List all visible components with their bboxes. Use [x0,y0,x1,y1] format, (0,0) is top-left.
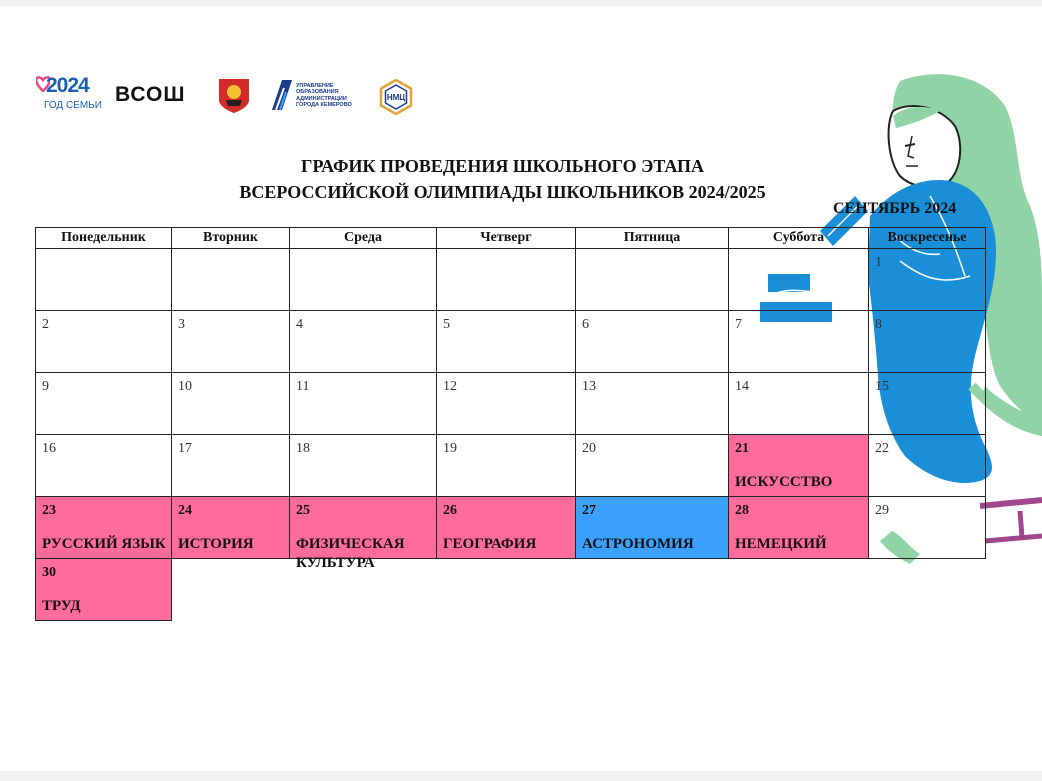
calendar-day-cell [36,311,172,373]
day-number: 12 [443,379,457,394]
day-number: 3 [178,317,185,332]
calendar-day-cell [172,311,290,373]
education-department-logo [270,76,365,114]
calendar-event-cell [729,435,869,497]
weekday-header: Суббота [729,228,869,249]
calendar-empty-space [290,559,437,621]
vsosh-logo: ВСОШ [115,83,186,106]
calendar-day-cell [437,249,576,311]
logo-text-line: АДМИНИСТРАЦИИ [296,95,347,102]
calendar-week-row [36,249,986,311]
calendar-day-cell [869,435,986,497]
day-number: 1 [875,255,882,270]
day-number: 17 [178,441,192,456]
month-label: СЕНТЯБРЬ 2024 [833,200,957,217]
calendar-day-cell [172,435,290,497]
weekday-header: Пятница [576,228,729,249]
calendar-event-cell [290,497,437,571]
olympiad-subject: ГЕОГРАФИЯ [443,536,537,552]
department-emblem-icon [270,76,294,112]
weekday-header-row [36,228,986,249]
day-number: 7 [735,317,742,332]
day-number: 10 [178,379,192,394]
day-number: 14 [735,379,749,394]
calendar-empty-space [172,559,290,621]
calendar-event-cell [729,497,869,559]
calendar-day-cell [729,249,869,311]
day-number: 24 [178,503,192,518]
calendar-day-cell [576,373,729,435]
day-number: 5 [443,317,450,332]
logo-text-line: ОБРАЗОВАНИЯ [296,89,339,96]
title-line-1: ГРАФИК ПРОВЕДЕНИЯ ШКОЛЬНОГО ЭТАПА [301,156,704,176]
calendar-day-cell [869,373,986,435]
calendar-day-cell [437,311,576,373]
svg-text:НМЦ: НМЦ [386,93,406,102]
calendar-day-cell [437,373,576,435]
calendar-empty-space [437,559,576,621]
calendar-day-cell [869,311,986,373]
weekday-header: Вторник [172,228,290,249]
calendar-week-row [36,497,986,559]
olympiad-subject: РУССКИЙ ЯЗЫК [42,536,166,552]
calendar-day-cell [36,373,172,435]
day-number: 28 [735,503,749,518]
calendar-day-cell [576,311,729,373]
calendar-day-cell [36,435,172,497]
day-number: 21 [735,441,749,456]
day-number: 8 [875,317,882,332]
calendar-day-cell [437,435,576,497]
logo-text-line: УПРАВЛЕНИЕ [296,83,334,89]
logo-text-line: ГОРОДА КЕМЕРОВО [296,102,352,109]
calendar-day-cell [729,373,869,435]
title-line-2: ВСЕРОССИЙСКОЙ ОЛИМПИАДЫ ШКОЛЬНИКОВ 2024/2025 [239,182,766,202]
logo-year: 2024 [46,74,89,97]
day-number: 19 [443,441,457,456]
weekday-header: Четверг [437,228,576,249]
olympiad-subject: НЕМЕЦКИЙ [735,536,827,552]
day-number: 27 [582,503,596,518]
calendar-empty-space [729,559,869,621]
calendar-week-row [36,373,986,435]
weekday-header: Среда [290,228,437,249]
day-number: 13 [582,379,596,394]
calendar-event-cell [437,497,576,559]
day-number: 29 [875,503,889,518]
day-number: 25 [296,503,310,518]
year-of-family-logo [36,74,102,118]
olympiad-subject: ТРУД [42,598,81,614]
day-number: 15 [875,379,889,394]
weekday-header: Понедельник [36,228,172,249]
olympiad-subject: ИСКУССТВО [735,474,833,490]
calendar-empty-space [869,559,986,621]
document-page [0,6,1042,771]
day-number: 30 [42,565,56,580]
calendar-day-cell [36,249,172,311]
calendar-week-row [36,311,986,373]
calendar-event-cell [172,497,290,559]
document-title [0,153,1000,205]
weekday-header: Воскресенье [869,228,986,249]
calendar-day-cell [172,373,290,435]
calendar-day-cell [869,249,986,311]
calendar-empty-space [576,559,729,621]
logo-year-caption: ГОД СЕМЬИ [44,100,102,111]
calendar-day-cell [290,373,437,435]
day-number: 11 [296,379,310,394]
calendar-day-cell [290,435,437,497]
olympiad-subject: ИСТОРИЯ [178,536,254,552]
day-number: 26 [443,503,457,518]
calendar-week-row [36,559,986,621]
calendar-day-cell [290,311,437,373]
calendar-day-cell [869,497,986,559]
calendar-week-row [36,435,986,497]
olympiad-subject: ФИЗИЧЕСКАЯ КУЛЬТУРА [296,536,405,571]
coat-of-arms-icon [218,78,250,114]
calendar-day-cell [729,311,869,373]
day-number: 20 [582,441,596,456]
calendar-day-cell [576,435,729,497]
day-number: 2 [42,317,49,332]
calendar-day-cell [290,249,437,311]
day-number: 18 [296,441,310,456]
olympiad-calendar [35,227,986,621]
day-number: 16 [42,441,56,456]
olympiad-subject: АСТРОНОМИЯ [582,536,694,552]
day-number: 22 [875,441,889,456]
calendar-event-cell [36,559,172,621]
calendar-day-cell [576,249,729,311]
calendar-day-cell [172,249,290,311]
nmc-logo [378,79,414,115]
day-number: 23 [42,503,56,518]
day-number: 9 [42,379,49,394]
calendar-event-cell [576,497,729,559]
day-number: 4 [296,317,303,332]
calendar-event-cell [36,497,172,559]
day-number: 6 [582,317,589,332]
